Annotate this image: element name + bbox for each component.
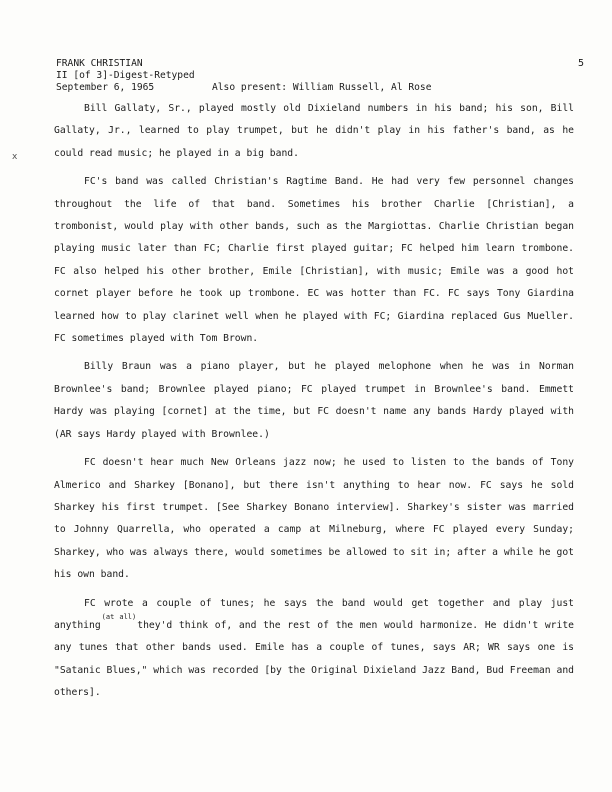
margin-mark: ⅹ (12, 152, 18, 162)
paragraph-text-before: FC wrote a couple of tunes; he says the band would get together and play just anything (54, 597, 574, 631)
header-also-present: Also present: William Russell, Al Rose (212, 82, 432, 93)
page-number: 5 (578, 58, 585, 69)
paragraph: Billy Braun was a piano player, but he played melophone when he was in Norman Brownlee's band; Brownlee played piano; FC played trumpet in Brownlee's band. Emmett Hardy was playing [cornet] at the time, but FC doesn't name any bands Hardy played with (AR says Hardy played with Brownlee.) (54, 361, 574, 440)
header-name: FRANK CHRISTIAN (56, 58, 143, 69)
document-body (54, 98, 574, 705)
paragraph: Bill Gallaty, Sr., played mostly old Dixieland numbers in his band; his son, Bill Gallaty, Jr., learned to play trumpet, but he didn't play in his father's band, as he could read music; he played in a big band. (54, 103, 574, 159)
paragraph: FC doesn't hear much New Orleans jazz now; he used to listen to the bands of Tony Almerico and Sharkey [Bonano], but there isn't anything to hear now. FC says he sold Sharkey his first trumpet. [See Sharkey Bonano interview]. Sharkey's sister was married to Johnny Quarrella, who operated a camp at Milneburg, where FC played every Sunday; Sharkey, who was always there, would sometimes be allowed to sit in; after a while he got his own band. (54, 457, 574, 581)
paragraph-text-after: they'd think of, and the rest of the men would harmonize. He didn't write any tunes that other bands used. Emile has a couple of tunes, says AR; WR says one is "Satanic Blues," which was recorded [by the Original Dixieland Jazz Band, Bud Freeman and others]. (54, 619, 574, 699)
header-part: II [of 3]-Digest-Retyped (56, 70, 195, 81)
handwritten-insertion: (at all) (101, 612, 137, 621)
paragraph: FC's band was called Christian's Ragtime Band. He had very few personnel changes throughout the life of that band. Sometimes his brother Charlie [Christian], a trombonist, would play with other bands, such as the Margiottas. Charlie Christian began playing music later than FC; Charlie first played guitar; FC helped him learn trombone. FC also helped his other brother, Emile [Christian], with music; Emile was a good hot cornet player before he took up trombone. EC was hotter than FC. FC says Tony Giardina learned how to play clarinet well when he played with FC; Giardina replaced Gus Mueller. FC sometimes played with Tom Brown. (54, 176, 574, 345)
paragraph-last (54, 593, 574, 705)
header-date: September 6, 1965 (56, 82, 155, 93)
